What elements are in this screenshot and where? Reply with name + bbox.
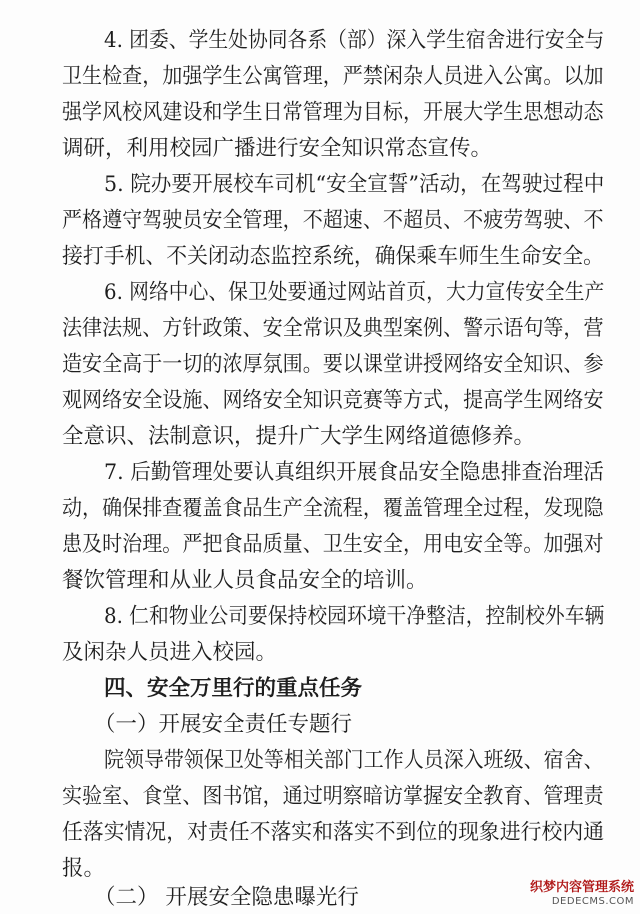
- subheading-text: （一）开展安全责任专题行: [94, 712, 353, 737]
- line-text: 5. 院办要开展校车司机“安全宣誓”活动，在驾驶过程中: [104, 172, 605, 197]
- body-line: [0, 347, 640, 383]
- line-text: 4. 团委、学生处协同各系（部）深入学生宿舍进行安全与: [104, 28, 605, 53]
- line-text: 6. 网络中心、保卫处要通过网站首页，大力宣传安全生产: [104, 280, 605, 305]
- line-text: 卫生检查，加强学生公寓管理，严禁闲杂人员进入公寓。以加: [62, 64, 604, 89]
- body-line: [0, 167, 640, 203]
- watermark-domain: DEDECMS.COM: [551, 896, 634, 907]
- body-line: [0, 743, 640, 779]
- body-line: [0, 239, 640, 275]
- subheading-text: （二） 开展安全隐患曝光行: [94, 885, 359, 910]
- body-line: [0, 131, 640, 167]
- line-text: 实验室、食堂、图书馆，通过明察暗访掌握安全教育、管理责: [62, 784, 604, 809]
- body-line: [0, 59, 640, 95]
- section-heading: [0, 671, 640, 707]
- body-line: [0, 563, 640, 599]
- body-line: [0, 419, 640, 455]
- line-text: 调研，利用校园广播进行安全知识常态宣传。: [62, 136, 493, 161]
- body-line: [0, 527, 640, 563]
- line-text: 全意识、法制意识，提升广大学生网络道德修养。: [62, 424, 536, 449]
- body-line: [0, 383, 640, 419]
- body-line: [0, 599, 640, 635]
- line-text: 7. 后勤管理处要认真组织开展食品安全隐患排查治理活: [104, 460, 604, 485]
- body-line: [0, 95, 640, 131]
- body-line: [0, 779, 640, 815]
- line-text: 及闲杂人员进入校园。: [62, 640, 278, 665]
- heading-text: 四、安全万里行的重点任务: [104, 676, 363, 701]
- body-line: [0, 311, 640, 347]
- body-line: [0, 455, 640, 491]
- body-line: [0, 275, 640, 311]
- line-text: 8. 仁和物业公司要保持校园环境干净整洁，控制校外车辆: [104, 604, 605, 629]
- line-text: 强学风校风建设和学生日常管理为目标，开展大学生思想动态: [62, 100, 604, 125]
- body-line: [0, 635, 640, 671]
- line-text: 法律法规、方针政策、安全常识及典型案例、警示语句等，营: [62, 316, 604, 341]
- body-line: [0, 815, 640, 851]
- site-watermark: [526, 880, 634, 908]
- line-text: 报。: [62, 856, 106, 881]
- line-text: 餐饮管理和从业人员食品安全的培训。: [62, 568, 428, 593]
- line-text: 观网络安全设施、网络安全知识竞赛等方式，提高学生网络安: [62, 388, 604, 413]
- line-text: 严格遵守驾驶员安全管理，不超速、不超员、不疲劳驾驶、不: [62, 208, 604, 233]
- line-text: 院领导带领保卫处等相关部门工作人员深入班级、宿舍、: [104, 748, 604, 773]
- body-line: [0, 203, 640, 239]
- line-text: 接打手机、不关闭动态监控系统，确保乘车师生生命安全。: [62, 244, 605, 269]
- subsection-heading: [0, 707, 640, 743]
- line-text: 任落实情况，对责任不落实和落实不到位的现象进行校内通: [62, 820, 605, 845]
- body-line: [0, 23, 640, 59]
- line-text: 患及时治理。严把食品质量、卫生安全，用电安全等。加强对: [62, 532, 604, 557]
- line-text: 动，确保排查覆盖食品生产全流程，覆盖管理全过程，发现隐: [62, 496, 604, 521]
- line-text: 造安全高于一切的浓厚氛围。要以课堂讲授网络安全知识、参: [62, 352, 604, 377]
- watermark-title: 织梦内容管理系统: [529, 880, 634, 895]
- body-line: [0, 491, 640, 527]
